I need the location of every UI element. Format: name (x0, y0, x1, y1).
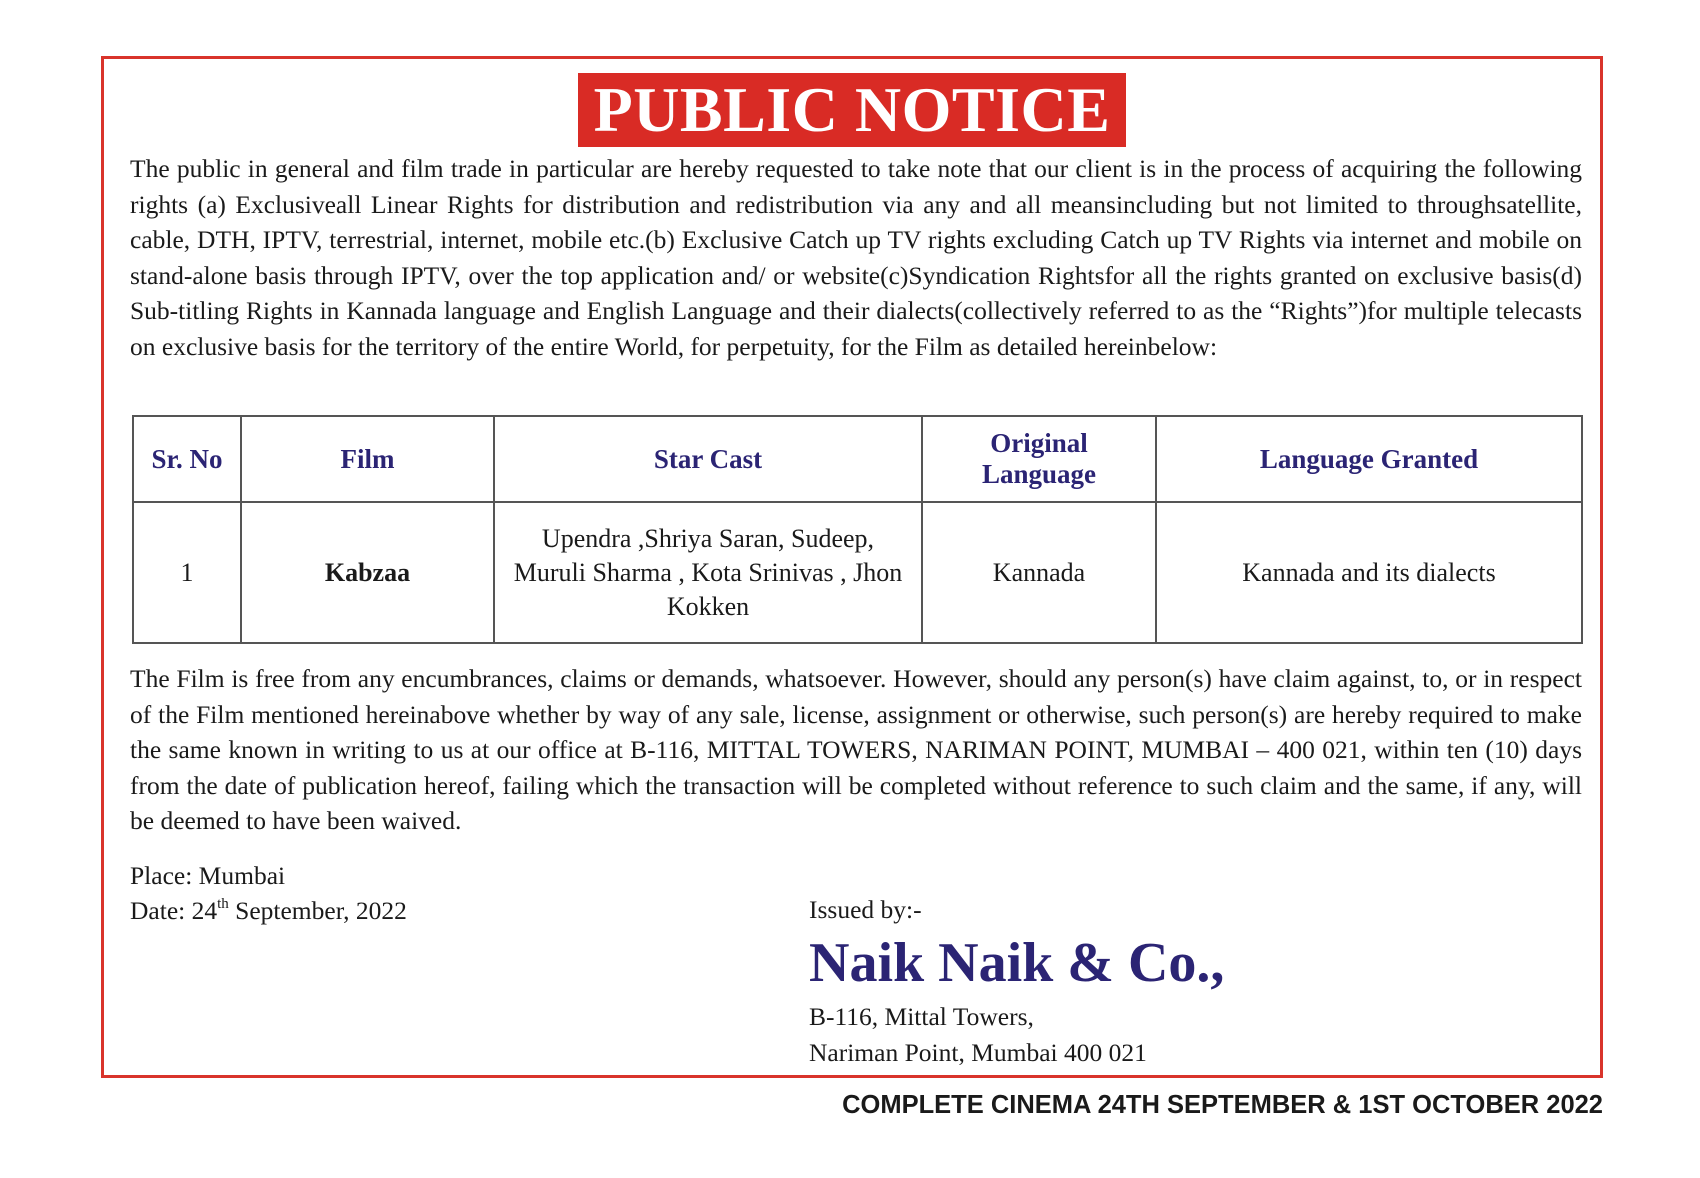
table-header-row (133, 416, 1582, 502)
table-row (133, 502, 1582, 643)
header-film: Film (241, 416, 494, 502)
address-line-1: B-116, Mittal Towers, (809, 1002, 1034, 1031)
place-line: Place: Mumbai (130, 861, 286, 890)
notice-title: PUBLIC NOTICE (578, 73, 1127, 147)
cell-sr-no: 1 (133, 502, 241, 643)
cell-film: Kabzaa (241, 502, 494, 643)
notice-frame (101, 56, 1603, 1078)
date-suffix: September, 2022 (228, 896, 407, 925)
title-wrap (104, 73, 1600, 147)
date-prefix: Date: 24 (130, 896, 218, 925)
firm-name: Naik Naik & Co., (809, 932, 1225, 994)
date-ordinal: th (217, 896, 229, 912)
date-line (130, 893, 407, 928)
firm-address (809, 999, 1224, 1070)
header-star-cast: Star Cast (494, 416, 922, 502)
header-original-language: Original Language (922, 416, 1156, 502)
place-date-block (130, 858, 407, 928)
cell-language-granted: Kannada and its dialects (1156, 502, 1582, 643)
header-language-granted: Language Granted (1156, 416, 1582, 502)
issuer-block (809, 893, 1224, 1070)
claims-paragraph: The Film is free from any encumbrances, claims or demands, whatsoever. However, should any person(s) have claim against, to, or in respect of the Film mentioned hereinabove whether by way of any sale, license, assignment or otherwise, such person(s) are hereby required to make the same known in writing to us at our office at B-116, MITTAL TOWERS, NARIMAN POINT, MUMBAI – 400 021, within ten (10) days from the date of publication hereof, failing which the transaction will be completed without reference to such claim and the same, if any, will be deemed to have been waived. (130, 664, 1582, 835)
address-line-2: Nariman Point, Mumbai 400 021 (809, 1037, 1147, 1067)
header-sr-no: Sr. No (133, 416, 241, 502)
publication-footer: COMPLETE CINEMA 24TH SEPTEMBER & 1ST OCTOBER 2022 (842, 1091, 1603, 1119)
film-table (132, 415, 1583, 644)
intro-paragraph: The public in general and film trade in particular are hereby requested to take note that our client is in the process of acquiring the following rights (a) Exclusiveall Linear Rights for distribution and redistribution via any and all meansincluding but not limited to throughsatellite, cable, DTH, IPTV, terrestrial, internet, mobile etc.(b) Exclusive Catch up TV rights excluding Catch up TV Rights via internet and mobile on stand-alone basis through IPTV, over the top application and/ or website(c)Syndication Rightsfor all the rights granted on exclusive basis(d) Sub-titling Rights in Kannada language and English Language and their dialects(collectively referred to as the “Rights”)for multiple telecasts on exclusive basis for the territory of the entire World, for perpetuity, for the Film as detailed hereinbelow: (130, 154, 1582, 361)
cell-original-language: Kannada (922, 502, 1156, 643)
cell-star-cast: Upendra ,Shriya Saran, Sudeep, Muruli Sharma , Kota Srinivas , Jhon Kokken (494, 502, 922, 643)
issued-by-label: Issued by:- (809, 895, 922, 924)
